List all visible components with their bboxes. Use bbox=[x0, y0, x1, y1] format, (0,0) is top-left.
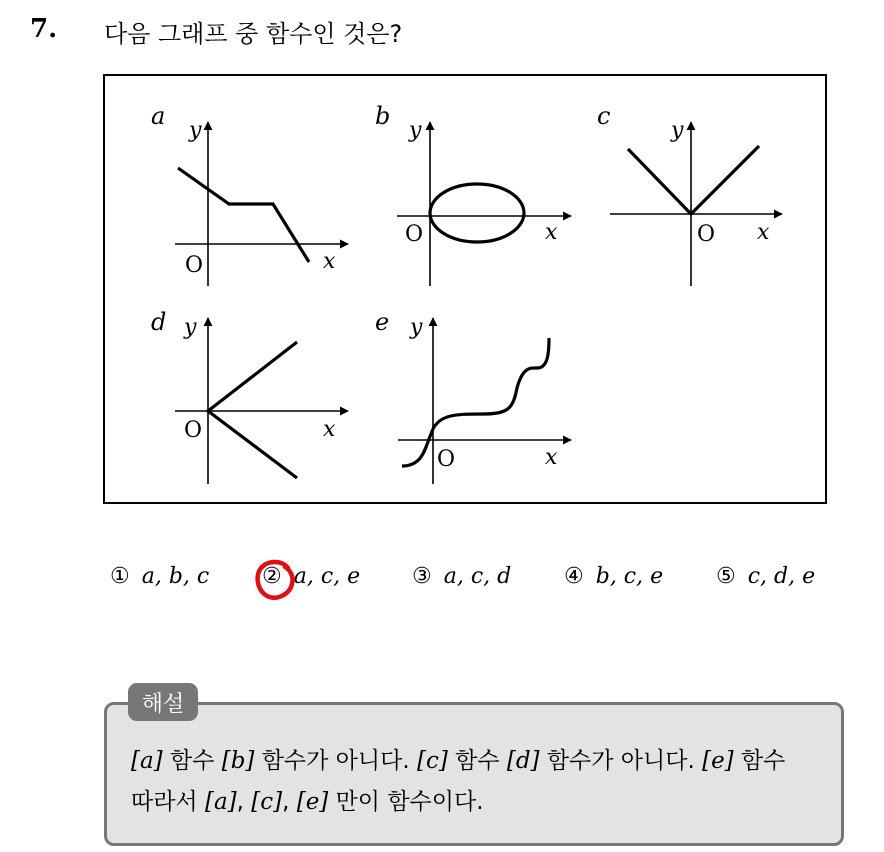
graphs-svg bbox=[105, 76, 825, 502]
text-segment: 함수가 아니다. bbox=[539, 748, 703, 774]
graph-a-x-label: x bbox=[323, 249, 336, 274]
graph-b-x-label: x bbox=[545, 220, 558, 245]
choice-2-mark: ② bbox=[262, 564, 282, 589]
graph-d-x-label: x bbox=[323, 417, 336, 442]
graph-c-curve bbox=[628, 146, 759, 214]
ref-b: [b] bbox=[221, 748, 255, 774]
explanation-box bbox=[104, 702, 844, 846]
explanation-tag: 해설 bbox=[128, 683, 198, 721]
choice-1-mark: ① bbox=[110, 564, 130, 589]
graph-a-curve bbox=[178, 168, 309, 262]
graph-a-label: a bbox=[151, 102, 166, 130]
explanation-line-1 bbox=[131, 742, 785, 775]
choice-4-mark: ④ bbox=[564, 564, 584, 589]
separator: , bbox=[236, 789, 252, 815]
separator: , bbox=[282, 789, 297, 815]
graph-e-x-label: x bbox=[545, 445, 558, 470]
graph-b bbox=[375, 102, 571, 286]
choice-3-mark: ③ bbox=[412, 564, 432, 589]
text-segment: 함수 bbox=[447, 748, 507, 774]
graph-c-origin: O bbox=[697, 222, 716, 247]
ref-e: [e] bbox=[296, 789, 329, 815]
ref-a: [a] bbox=[204, 789, 237, 815]
graph-c bbox=[597, 102, 782, 286]
choice-3[interactable] bbox=[412, 564, 511, 589]
graph-d-label: d bbox=[151, 308, 167, 336]
question-number: 7. bbox=[30, 14, 58, 44]
choice-5-text: c, d, e bbox=[747, 564, 816, 589]
graph-c-y-label: y bbox=[671, 118, 684, 143]
choice-5[interactable] bbox=[716, 564, 815, 589]
graph-d-origin: O bbox=[184, 418, 203, 443]
graph-d bbox=[151, 308, 348, 484]
ref-c: [c] bbox=[416, 748, 448, 774]
explanation-line-2 bbox=[131, 783, 484, 816]
choice-1[interactable] bbox=[110, 564, 209, 589]
choice-5-mark: ⑤ bbox=[716, 564, 736, 589]
choice-3-text: a, c, d bbox=[443, 564, 512, 589]
choice-2-text: a, c, e bbox=[293, 564, 361, 589]
answer-choices bbox=[0, 564, 884, 604]
graph-a bbox=[151, 102, 348, 286]
graphs-figure bbox=[103, 74, 827, 504]
ref-c: [c] bbox=[251, 789, 283, 815]
graph-b-ellipse bbox=[430, 184, 524, 242]
text-segment: 함수 bbox=[162, 748, 222, 774]
graph-e-y-label: y bbox=[410, 315, 423, 340]
question-text: 다음 그래프 중 함수인 것은? bbox=[104, 20, 403, 48]
graph-d-curve bbox=[208, 342, 297, 478]
answer-circle-mark bbox=[252, 556, 298, 602]
ref-e: [e] bbox=[702, 748, 734, 774]
choice-4[interactable] bbox=[564, 564, 663, 589]
graph-c-x-label: x bbox=[757, 220, 770, 245]
graph-b-label: b bbox=[375, 102, 391, 130]
graph-b-y-label: y bbox=[409, 118, 422, 143]
graph-e-origin: O bbox=[437, 447, 456, 472]
text-segment: 따라서 bbox=[131, 789, 205, 815]
graph-e-curve bbox=[402, 338, 549, 466]
graph-a-origin: O bbox=[185, 253, 204, 278]
graph-b-origin: O bbox=[405, 222, 424, 247]
graph-d-y-label: y bbox=[184, 315, 197, 340]
graph-a-y-label: y bbox=[189, 118, 202, 143]
choice-1-text: a, b, c bbox=[141, 564, 210, 589]
choice-4-text: b, c, e bbox=[595, 564, 664, 589]
text-segment: 함수가 아니다. bbox=[254, 748, 417, 774]
text-segment: 만이 함수이다. bbox=[328, 789, 484, 815]
graph-e-label: e bbox=[375, 308, 390, 336]
graph-c-label: c bbox=[597, 102, 611, 130]
graph-e bbox=[375, 308, 571, 484]
ref-a: [a] bbox=[131, 748, 163, 774]
ref-d: [d] bbox=[506, 748, 540, 774]
text-segment: 함수 bbox=[733, 748, 786, 774]
